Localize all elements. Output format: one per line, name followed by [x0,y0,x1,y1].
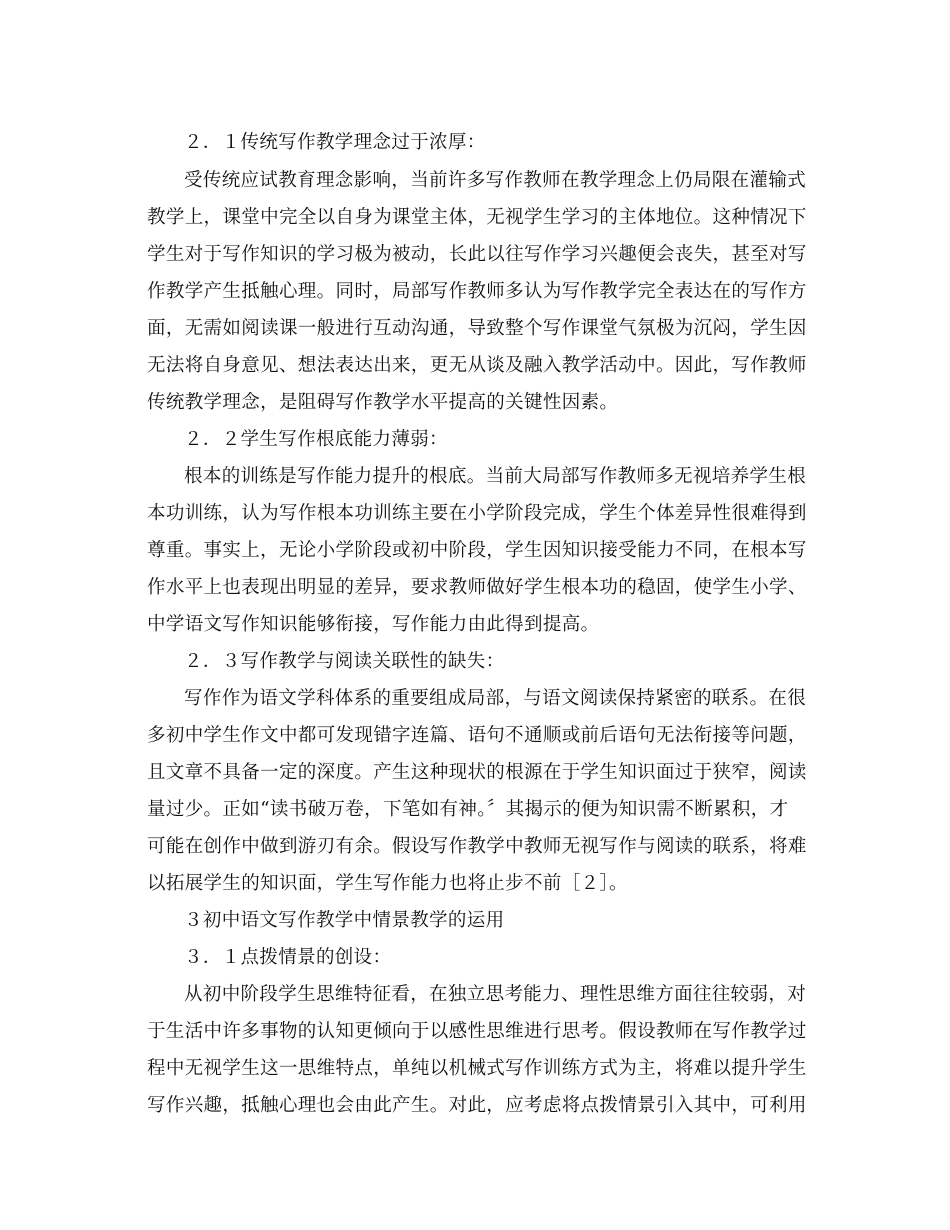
paragraph-line: 中学语文写作知识能够衔接，写作能力由此得到提高。 [147,614,600,635]
paragraph-line: 写作作为语文学科体系的重要组成局部，与语文阅读保持紧密的联系。在很 [184,688,807,709]
paragraph-line: 且文章不具备一定的深度。产生这种现状的根源在于学生知识面过于狭窄，阅读 [147,762,807,783]
section-heading-2-1: ２．１传统写作教学理念过于浓厚： [184,132,486,153]
paragraph-line: 学生对于写作知识的学习极为被动，长此以往写作学习兴趣便会丧失，甚至对写 [147,244,807,265]
paragraph-line: 从初中阶段学生思维特征看，在独立思考能力、理性思维方面往往较弱，对 [184,984,807,1005]
paragraph-line: 面，无需如阅读课一般进行互动沟通，导致整个写作课堂气氛极为沉闷，学生因 [147,318,807,339]
paragraph-line: 可能在创作中做到游刃有余。假设写作教学中教师无视写作与阅读的联系，将难 [147,836,807,857]
paragraph-line: 程中无视学生这一思维特点，单纯以机械式写作训练方式为主，将难以提升学生 [147,1058,807,1079]
section-heading-2-3: ２．３写作教学与阅读关联性的缺失： [184,651,505,672]
paragraph-line: 教学上，课堂中完全以自身为课堂主体，无视学生学习的主体地位。这种情况下 [147,207,807,228]
paragraph-line: 受传统应试教育理念影响，当前许多写作教师在教学理念上仍局限在灌输式 [184,170,807,191]
section-heading-3-1: ３．１点拨情景的创设： [184,947,392,968]
paragraph-line: 以拓展学生的知识面，学生写作能力也将止步不前［２］。 [147,873,628,894]
paragraph-line: 根本的训练是写作能力提升的根底。当前大局部写作教师多无视培养学生根 [184,466,807,487]
paragraph-line: 于生活中许多事物的认知更倾向于以感性思维进行思考。假设教师在写作教学过 [147,1021,807,1042]
paragraph-line: 作水平上也表现出明显的差异，要求教师做好学生根本功的稳固，使学生小学、 [147,577,807,598]
paragraph-line: 尊重。事实上，无论小学阶段或初中阶段，学生因知识接受能力不同，在根本写 [147,540,807,561]
paragraph-line: 传统教学理念，是阻碍写作教学水平提高的关键性因素。 [147,392,619,413]
paragraph-line: 本功训练，认为写作根本功训练主要在小学阶段完成，学生个体差异性很难得到 [147,503,807,524]
paragraph-line: 无法将自身意见、想法表达出来，更无从谈及融入教学活动中。因此，写作教师 [147,355,807,376]
paragraph-line: 多初中学生作文中都可发现错字连篇、语句不通顺或前后语句无法衔接等问题， [147,725,807,746]
paragraph-line: 作教学产生抵触心理。同时，局部写作教师多认为写作教学完全表达在的写作方 [147,281,807,302]
section-heading-2-2: ２．２学生写作根底能力薄弱： [184,429,448,450]
paragraph-line: 量过少。正如“读书破万卷，下笔如有神。〞其揭示的便为知识需不断累积，才 [147,799,789,820]
paragraph-line: 写作兴趣，抵触心理也会由此产生。对此，应考虑将点拨情景引入其中，可利用 [147,1095,807,1116]
section-heading-3: ３初中语文写作教学中情景教学的运用 [184,910,505,931]
